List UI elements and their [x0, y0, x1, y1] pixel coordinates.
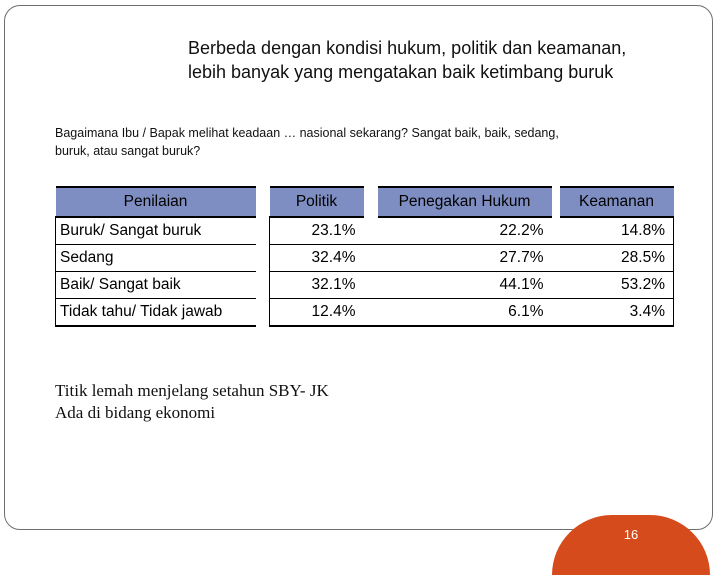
- cell-politik: 32.4%: [270, 245, 364, 272]
- row-label: Tidak tahu/ Tidak jawab: [56, 299, 256, 327]
- cell-hukum: 6.1%: [378, 299, 552, 327]
- cell-hukum: 27.7%: [378, 245, 552, 272]
- table-row: [56, 245, 674, 272]
- table-row: [56, 217, 674, 245]
- row-label: Buruk/ Sangat buruk: [56, 217, 256, 245]
- table-header-row: [56, 187, 674, 217]
- header-keamanan: Keamanan: [560, 187, 674, 217]
- results-table: [55, 186, 674, 327]
- cell-hukum: 44.1%: [378, 272, 552, 299]
- cell-politik: 12.4%: [270, 299, 364, 327]
- header-penegakan-hukum: Penegakan Hukum: [378, 187, 552, 217]
- cell-keamanan: 14.8%: [560, 217, 674, 245]
- cell-keamanan: 3.4%: [560, 299, 674, 327]
- row-label: Baik/ Sangat baik: [56, 272, 256, 299]
- cell-keamanan: 28.5%: [560, 245, 674, 272]
- footnote-line-2: Ada di bidang ekonomi: [55, 403, 216, 422]
- row-label: Sedang: [56, 245, 256, 272]
- slide-title-line-2: lebih banyak yang mengatakan baik ketimbang buruk: [188, 62, 614, 82]
- table-row: [56, 272, 674, 299]
- page-number: 16: [623, 527, 639, 542]
- slide-title: [188, 36, 698, 84]
- cell-politik: 32.1%: [270, 272, 364, 299]
- survey-question-line-2: buruk, atau sangat buruk?: [55, 144, 201, 158]
- slide-title-line-1: Berbeda dengan kondisi hukum, politik dan keamanan,: [188, 38, 627, 58]
- cell-keamanan: 53.2%: [560, 272, 674, 299]
- header-politik: Politik: [270, 187, 364, 217]
- survey-question-line-1: Bagaimana Ibu / Bapak melihat keadaan … nasional sekarang? Sangat baik, baik, sedang,: [55, 126, 559, 140]
- footnote-line-1: Titik lemah menjelang setahun SBY- JK: [55, 381, 329, 400]
- cell-hukum: 22.2%: [378, 217, 552, 245]
- header-penilaian: Penilaian: [56, 187, 256, 217]
- survey-question: [55, 124, 645, 160]
- cell-politik: 23.1%: [270, 217, 364, 245]
- footnote: [55, 380, 455, 424]
- table-row: [56, 299, 674, 327]
